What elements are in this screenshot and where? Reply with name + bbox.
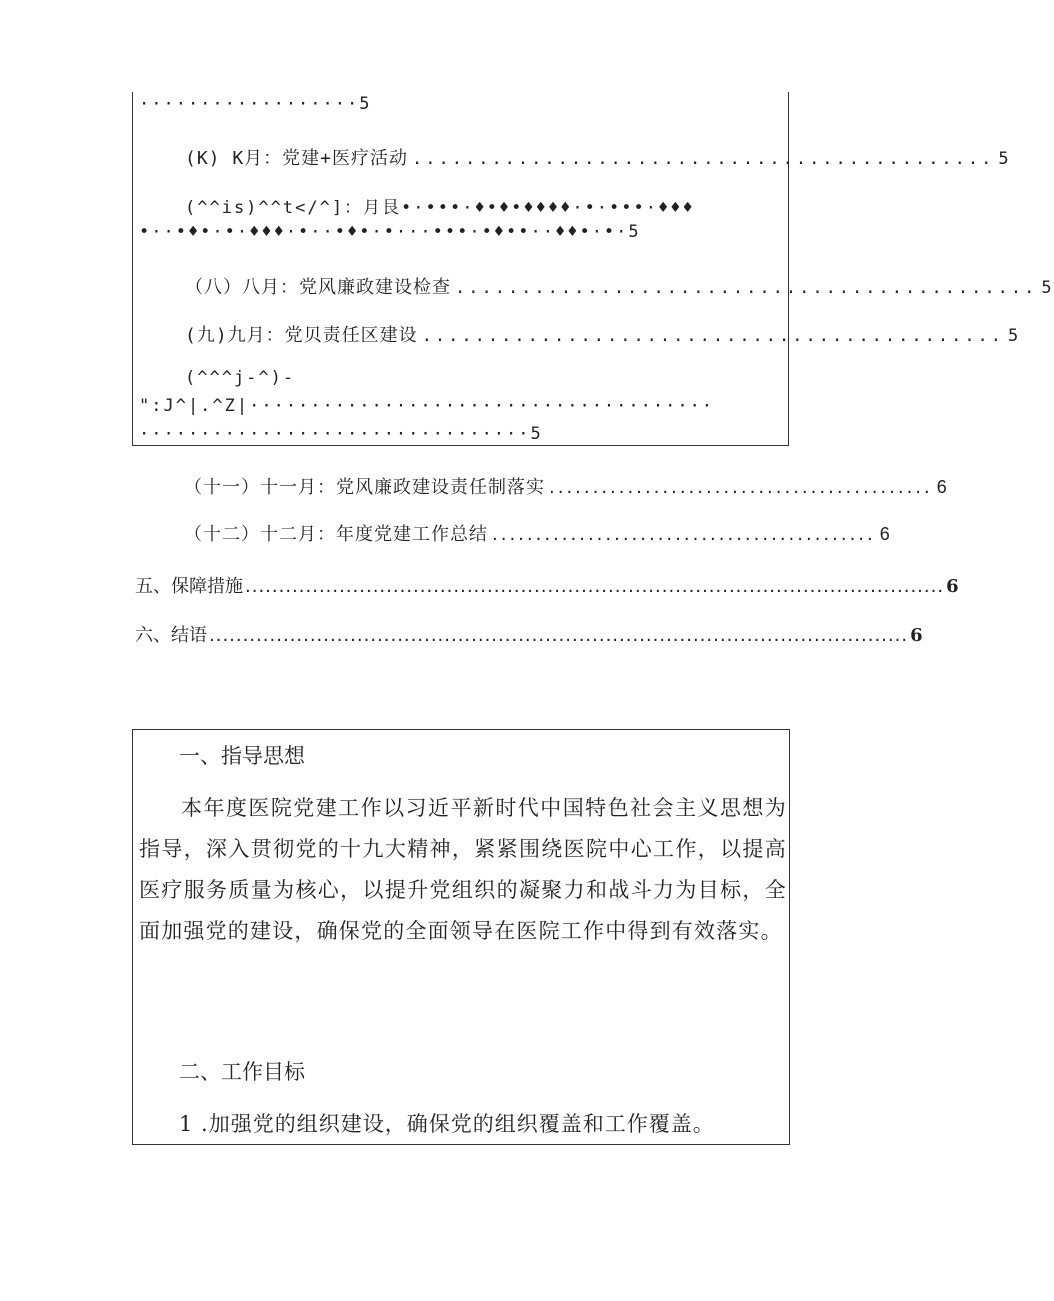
toc-entry-december[interactable] — [184, 520, 891, 546]
toc-garbled-line: •··•♦•·•·♦♦♦·•··•♦•·•···•••·•♦••··♦♦•·•·5 — [139, 222, 641, 242]
toc-entry-label: (九)九月：党贝责任区建设 — [185, 325, 418, 346]
toc-page-number: 6 — [879, 524, 891, 544]
toc-page-number: 6 — [936, 477, 948, 497]
toc-entry-label: （八）八月：党风廉政建设检查 — [185, 277, 451, 298]
toc-entry-august[interactable] — [185, 273, 1054, 299]
toc-dot-leader: ............................................ — [455, 278, 1038, 298]
toc-dot-leader: ............................................ — [421, 326, 1005, 346]
section-heading-work-goals: 二、工作目标 — [179, 1060, 305, 1084]
toc-entry-november[interactable] — [184, 473, 948, 499]
toc-entry-label: 六、结语 — [135, 625, 207, 646]
body-content-box — [132, 729, 790, 1145]
toc-page-number: 6 — [910, 625, 923, 646]
toc-page-number: 6 — [946, 576, 959, 597]
paragraph-guiding-ideology: 本年度医院党建工作以习近平新时代中国特色社会主义思想为指导，深入贯彻党的十九大精神，紧紧围绕医院中心工作，以提高医疗服务质量为核心，以提升党组织的凝聚力和战斗力为目标，全面加强党的建设，确保党的全面领导在医院工作中得到有效落实。 — [139, 796, 787, 943]
toc-entry-conclusion[interactable] — [135, 621, 923, 647]
toc-box — [132, 92, 1054, 446]
toc-entry-september[interactable] — [185, 321, 1021, 347]
toc-entry-label: （十一）十一月：党风廉政建设责任制落实 — [184, 477, 545, 498]
toc-entry-k[interactable] — [185, 144, 1011, 170]
toc-page-number: 5 — [1008, 326, 1021, 346]
goal-list-item: 1 .加强党的组织建设，确保党的组织覆盖和工作覆盖。 — [179, 1112, 715, 1136]
toc-page-number: 5 — [1041, 278, 1054, 298]
toc-leader-fragment: ··················5 — [139, 94, 372, 114]
toc-garbled-line: ":J^|.^Z|······································ — [139, 396, 715, 416]
section-heading-guiding-ideology: 一、指导思想 — [179, 744, 305, 768]
toc-dot-leader: ............................................ — [412, 149, 995, 169]
toc-entry-label: 五、保障措施 — [135, 576, 243, 597]
toc-dot-leader: ............................................ — [549, 477, 933, 498]
toc-garbled-line: (^^^j-^)- — [185, 368, 296, 388]
toc-garbled-line: ································5 — [139, 424, 543, 444]
toc-dot-leader: ............................................ — [492, 524, 876, 545]
toc-entry-label: （十二）十二月：年度党建工作总结 — [184, 524, 488, 545]
toc-entry-label: (K) K月：党建+医疗活动 — [185, 148, 409, 169]
toc-garbled-line: (^^is)^^t</^]：月艮•·•••·♦•♦•♦♦♦♦·•·•••·♦♦♦ — [185, 198, 695, 218]
toc-page-number: 5 — [998, 149, 1011, 169]
toc-entry-safeguards[interactable] — [135, 572, 959, 598]
toc-dot-leader: ........................................................................................................ — [245, 576, 945, 597]
toc-dot-leader: ........................................................................................................ — [209, 625, 909, 646]
